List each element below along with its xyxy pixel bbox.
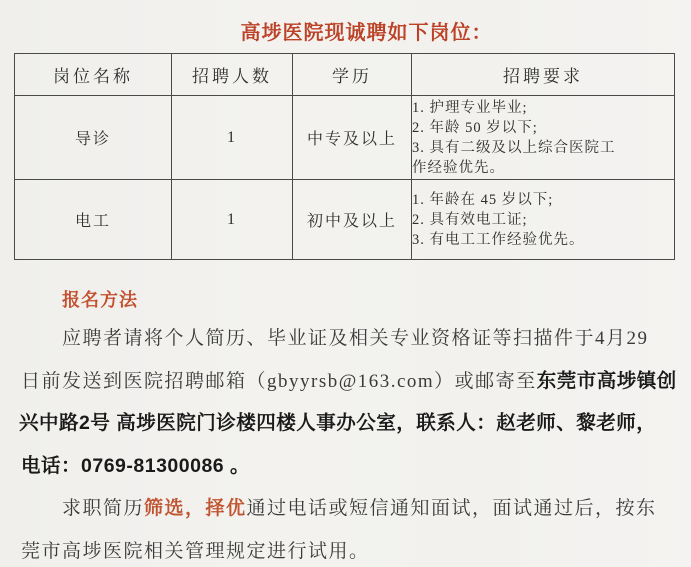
requirement-item: 1. 年龄在 45 岁以下;	[412, 191, 554, 208]
education-cell: 中专及以上	[293, 96, 412, 180]
count-cell: 1	[172, 96, 293, 180]
position-cell: 导诊	[15, 96, 172, 180]
header-requirements: 招聘要求	[412, 54, 675, 96]
paragraph-line-2	[21, 365, 677, 393]
requirements-cell	[412, 180, 675, 260]
requirements-cell	[412, 96, 675, 180]
requirement-item: 1. 护理专业毕业;	[412, 99, 528, 116]
page-title: 高埗医院现诚聘如下岗位：	[240, 22, 493, 44]
paragraph-line-1: 应聘者请将个人简历、毕业证及相关专业资格证等扫描件于4月29	[62, 328, 649, 349]
line5-post-text: 通过电话或短信通知面试，面试通过后，按东	[246, 498, 657, 519]
position-cell: 电工	[15, 180, 172, 260]
line5-pre-text: 求职简历	[62, 498, 145, 519]
line5-highlight-text: 筛选，择优	[144, 498, 247, 519]
requirement-item: 3. 有电工工作经验优先。	[412, 231, 585, 248]
count-cell: 1	[172, 180, 293, 260]
header-education: 学历	[293, 54, 412, 96]
paragraph-line-6: 莞市高埗医院相关管理规定进行试用。	[21, 541, 370, 562]
paragraph-line-5	[62, 493, 657, 520]
table-row	[15, 180, 675, 260]
application-method-heading: 报名方法	[62, 290, 138, 310]
table-row	[15, 96, 675, 180]
header-count: 招聘人数	[172, 54, 293, 96]
requirement-item: 3. 具有二级及以上综合医院工作经验优先。	[412, 139, 616, 176]
education-cell: 初中及以上	[293, 180, 412, 260]
table-header-row	[15, 54, 675, 96]
requirement-item: 2. 年龄 50 岁以下;	[412, 119, 538, 136]
line2-regular-text: 日前发送到医院招聘邮箱（gbyyrsb@163.com）或邮寄至	[21, 371, 537, 392]
paragraph-line-4-phone: 电话：0769-81300086 。	[21, 455, 251, 477]
paragraph-line-3-address: 兴中路2号 高埗医院门诊楼四楼人事办公室，联系人：赵老师、黎老师，	[19, 412, 657, 434]
requirement-item: 2. 具有效电工证;	[412, 211, 528, 228]
line2-bold-address: 东莞市高埗镇创	[536, 370, 677, 392]
jobs-table	[14, 53, 675, 260]
header-position: 岗位名称	[15, 54, 172, 96]
